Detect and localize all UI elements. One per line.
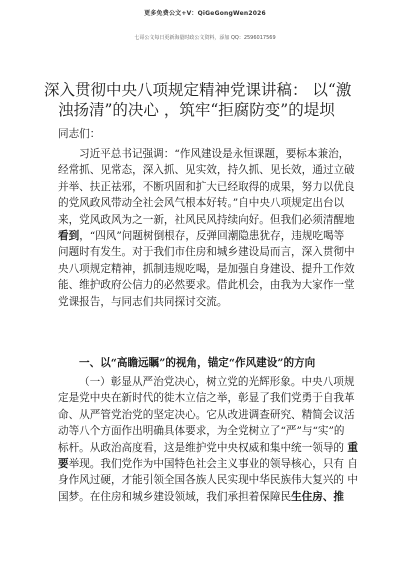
emphasis-text: 生住房、推 bbox=[291, 490, 345, 503]
paragraph-line: 经常抓、见常态，深入抓、见实效，持久抓、见长效，通过立破 bbox=[58, 164, 355, 177]
paragraph-line bbox=[58, 456, 372, 472]
paragraph-line: 身作风过硬，才能引领全国各族人民实现中华民族伟大复兴的 中 bbox=[58, 474, 358, 487]
emphasis-text: 要 bbox=[58, 457, 69, 470]
paragraph-text: 标杆。从政治高度看，这是维护党中央权威和集中统一领导的 bbox=[58, 441, 348, 454]
paragraph-line: （一）彰显从严治党决心，树立党的光辉形象。中央八项规 bbox=[79, 376, 355, 388]
title-line-1: 深入贯彻中央八项规定精神党课讲稿： 以“激 bbox=[44, 81, 352, 99]
paragraph-text: 举现。我们党作为中国特色社会主义事业的领导核心，只有 自 bbox=[68, 457, 358, 470]
paragraph-line: 央八项规定精神，抓制违规吃喝，是加强自身建设、提升工作效 bbox=[58, 262, 355, 275]
paragraph-line: 的党风政风带动全社会风气根本好转。”自中央八项规定出台以 bbox=[58, 197, 345, 210]
paragraph-line: 并举、扶正祛邪，不断巩固和扩大已经取得的成果，努力以优良 bbox=[58, 180, 355, 193]
paragraph-line: 习近平总书记强调：“作风建设是永恒课题，要标本兼治， bbox=[79, 148, 350, 160]
paragraph-section-1 bbox=[58, 374, 372, 505]
paragraph-line bbox=[58, 228, 372, 244]
paragraph-text: ，“四风”问题树倒根存，反弹回潮隐患犹存，违规吃喝等 bbox=[79, 229, 345, 242]
paragraph-line: 能、维护政府公信力的必然要求。借此机会，由我为大家作一堂 bbox=[58, 279, 355, 292]
document-title bbox=[44, 80, 374, 120]
greeting: 同志们： bbox=[58, 128, 101, 140]
paragraph-line: 党课报告，与同志们共同探讨交流。 bbox=[58, 295, 228, 308]
paragraph-line: 定是党中央在新时代的徙木立信之举，彰显了我们党勇于自我革 bbox=[58, 392, 355, 405]
paragraph-line bbox=[58, 440, 372, 456]
paragraph-intro bbox=[58, 146, 372, 310]
emphasis-text: 重 bbox=[347, 441, 358, 454]
paragraph-line: 问题时有发生。对于我们市住房和城乡建设局而言，深入贯彻中 bbox=[58, 246, 355, 259]
title-line-2: 浊扬清”的决心 ，筑牢“拒腐防变”的堤坝 bbox=[58, 101, 335, 119]
paragraph-text: 国梦。在住房和城乡建设领域，我们承担着保障民 bbox=[58, 490, 292, 503]
emphasis-text: 看到 bbox=[58, 229, 80, 242]
paragraph-line bbox=[58, 489, 372, 505]
promo-header: 更多免费公文+V：QiGeGongWen2026 bbox=[144, 10, 266, 17]
paragraph-line: 来，党风政风为之一新，社风民风持续向好。但我们必须清醒地 bbox=[58, 213, 355, 226]
section-heading: 一、以“高瞻远瞩”的视角，锚定“作风建设”的方向 bbox=[79, 357, 316, 369]
paragraph-line: 动等八个方面作出明确具体要求，为全党树立了“严”与“实”的 bbox=[58, 425, 345, 438]
promo-subheader: 七哥公文每日更新海量时政公文资料，添加 QQ：2596017569 bbox=[134, 35, 276, 41]
paragraph-line: 命、从严管党治党的坚定决心。它从改进调查研究、精简会议活 bbox=[58, 408, 355, 421]
